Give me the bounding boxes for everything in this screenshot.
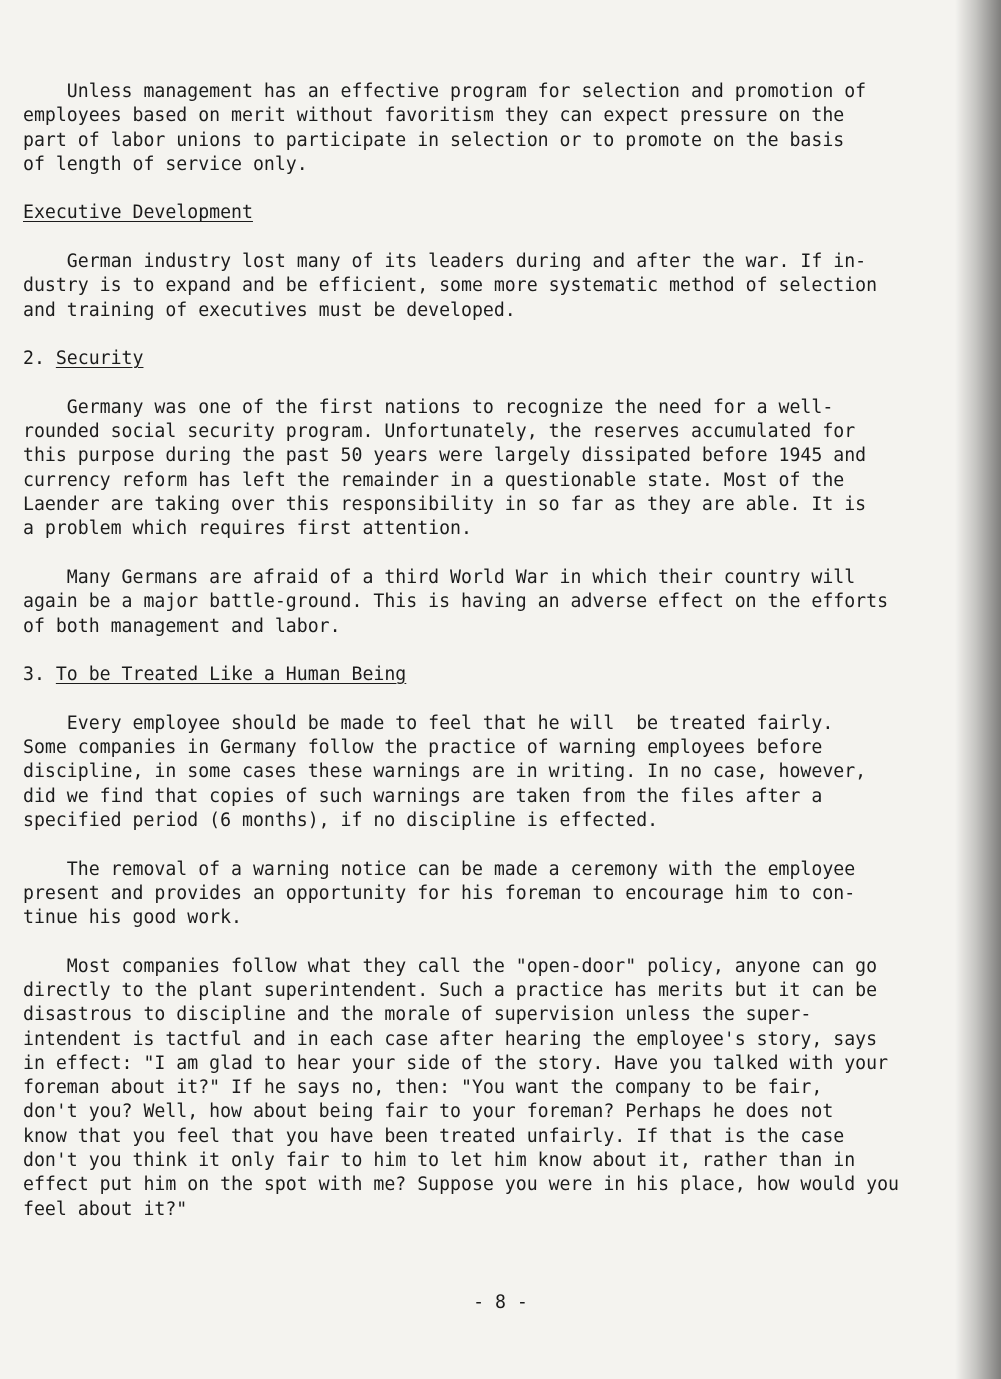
- text-line: disastrous to discipline and the morale of supervision unless the super-: [23, 1004, 812, 1026]
- text-line: and training of executives must be developed.: [23, 299, 516, 321]
- text-line: tinue his good work.: [23, 907, 242, 929]
- heading-text: Executive Development: [23, 202, 253, 224]
- text-line: intendent is tactful and in each case after hearing the employee's story, says: [23, 1028, 878, 1050]
- heading-human-being: [23, 663, 968, 687]
- text-line: rounded social security program. Unfortunately, the reserves accumulated for: [23, 421, 856, 443]
- heading-text: Security: [55, 348, 144, 370]
- body-text: [23, 80, 968, 1246]
- text-line: in effect: "I am glad to hear your side of the story. Have you talked with your: [23, 1052, 889, 1074]
- text-line: Many Germans are afraid of a third World War in which their country will: [23, 566, 856, 588]
- paragraph-warning-removal: [23, 858, 968, 931]
- heading-security: [23, 347, 968, 371]
- text-line: dustry is to expand and be efficient, some more systematic method of selection: [23, 275, 878, 297]
- text-line: this purpose during the past 50 years were largely dissipated before 1945 and: [23, 445, 867, 467]
- text-line: present and provides an opportunity for his foreman to encourage him to con-: [23, 882, 856, 904]
- text-line: again be a major battle-ground. This is having an adverse effect on the efforts: [23, 591, 889, 613]
- text-line: Some companies in Germany follow the practice of warning employees before: [23, 737, 823, 759]
- text-line: know that you feel that you have been treated unfairly. If that is the case: [23, 1125, 845, 1147]
- paragraph-social-security: [23, 396, 968, 542]
- text-line: employees based on merit without favoritism they can expect pressure on the: [23, 105, 845, 127]
- page-number: - 8 -: [473, 1292, 528, 1313]
- text-line: directly to the plant superintendent. Such a practice has merits but it can be: [23, 979, 878, 1001]
- paragraph-fair-treatment: [23, 712, 968, 833]
- text-line: foreman about it?" If he says no, then: "You want the company to be fair,: [23, 1077, 823, 1099]
- heading-number: 2.: [23, 348, 56, 370]
- paragraph-world-war-fear: [23, 566, 968, 639]
- text-line: feel about it?": [23, 1198, 188, 1220]
- text-line: effect put him on the spot with me? Suppose you were in his place, how would you: [23, 1174, 899, 1196]
- text-line: a problem which requires first attention.: [23, 518, 472, 540]
- text-line: German industry lost many of its leaders during and after the war. If in-: [23, 251, 867, 273]
- text-line: of both management and labor.: [23, 615, 341, 637]
- text-line: specified period (6 months), if no discipline is effected.: [23, 809, 659, 831]
- paragraph-open-door-policy: [23, 955, 968, 1222]
- paragraph-merit-promotion: [23, 80, 968, 177]
- text-line: Most companies follow what they call the "open-door" policy, anyone can go: [23, 955, 878, 977]
- paragraph-german-industry: [23, 250, 968, 323]
- text-line: Unless management has an effective program for selection and promotion of: [23, 81, 867, 102]
- heading-text: To be Treated Like a Human Being: [55, 664, 407, 686]
- text-line: The removal of a warning notice can be made a ceremony with the employee: [23, 858, 856, 880]
- text-line: of length of service only.: [23, 153, 308, 175]
- heading-number: 3.: [23, 664, 56, 686]
- text-line: Every employee should be made to feel that he will be treated fairly.: [23, 712, 834, 734]
- heading-executive-development: [23, 201, 968, 225]
- text-line: currency reform has left the remainder in a questionable state. Most of the: [23, 469, 845, 491]
- text-line: part of labor unions to participate in selection or to promote on the basis: [23, 129, 845, 151]
- text-line: did we find that copies of such warnings are taken from the files after a: [23, 785, 823, 807]
- text-line: Laender are taking over this responsibility in so far as they are able. It is: [23, 494, 867, 516]
- text-line: Germany was one of the first nations to recognize the need for a well-: [23, 396, 834, 418]
- text-line: don't you think it only fair to him to let him know about it, rather than in: [23, 1150, 856, 1172]
- text-line: discipline, in some cases these warnings are in writing. In no case, however,: [23, 761, 867, 783]
- text-line: don't you? Well, how about being fair to your foreman? Perhaps he does not: [23, 1101, 834, 1123]
